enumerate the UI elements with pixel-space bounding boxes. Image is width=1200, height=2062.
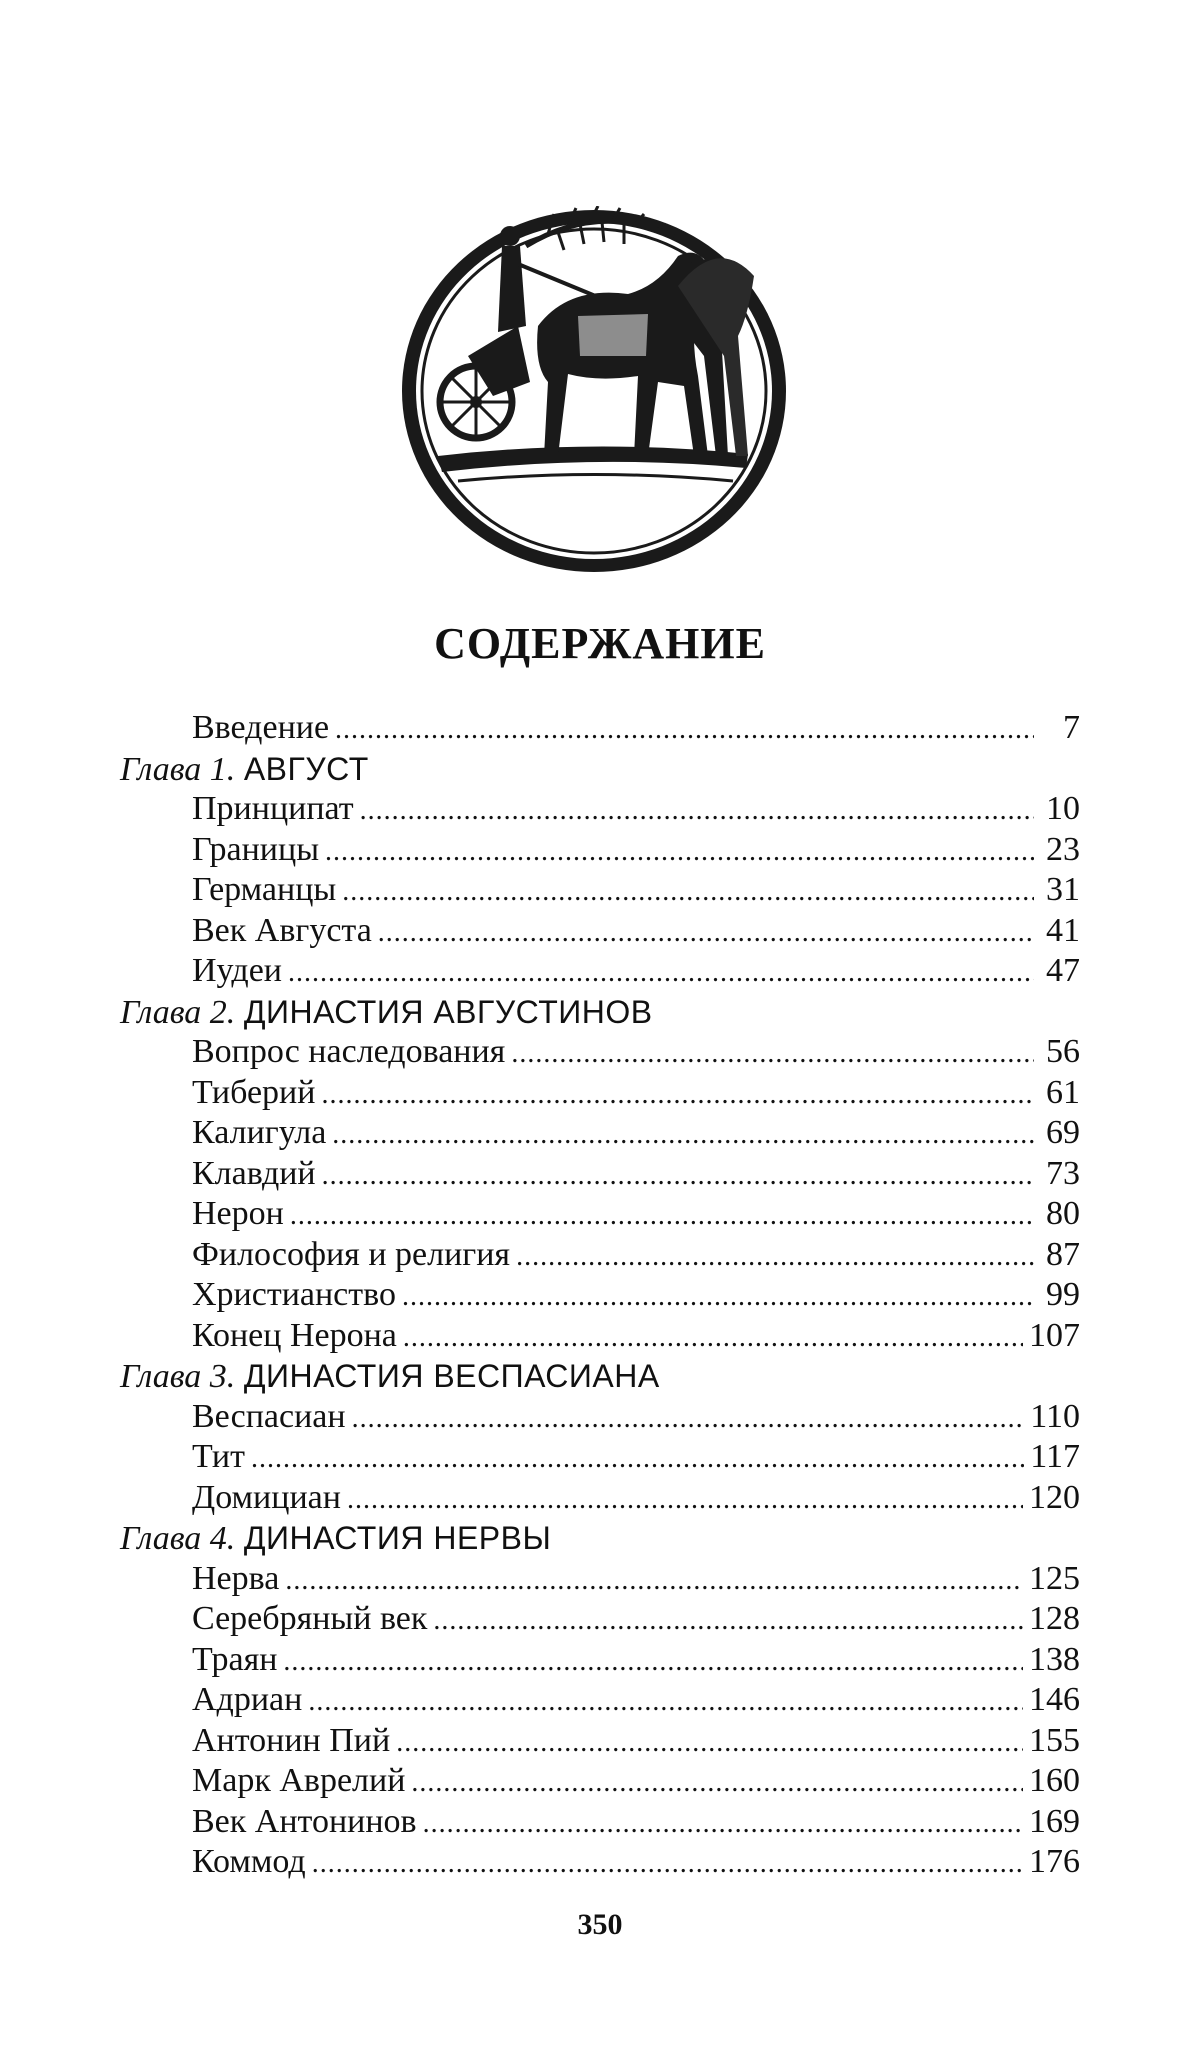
toc-entry[interactable] [120, 870, 1080, 911]
toc-entry[interactable] [120, 1437, 1080, 1478]
toc-leader-dots [403, 1318, 1023, 1359]
toc-entry-page: 138 [1029, 1640, 1080, 1678]
toc-entry[interactable] [120, 1316, 1080, 1357]
toc-entry-page: 80 [1046, 1195, 1080, 1232]
toc-entry[interactable] [120, 1478, 1080, 1519]
toc-entry-page: 107 [1029, 1316, 1080, 1354]
toc-leader-dots [285, 1561, 1023, 1602]
toc-entry-page: 61 [1046, 1073, 1080, 1111]
toc-entry-page: 169 [1029, 1802, 1080, 1840]
toc-entry[interactable] [120, 1235, 1080, 1276]
chapter-label: Глава 1. [120, 750, 244, 788]
toc-entry-name: Марк Аврелий [192, 1762, 406, 1799]
chapter-heading-4[interactable] [120, 1518, 1080, 1559]
toc-leader-dots [290, 1196, 1034, 1237]
toc-leader-dots [288, 953, 1034, 994]
toc-entry-page: 10 [1046, 790, 1080, 827]
toc-entry[interactable] [120, 1640, 1080, 1681]
toc-leader-dots [321, 1075, 1034, 1116]
toc-entry-page: 47 [1046, 952, 1080, 989]
toc-entry-page: 23 [1046, 830, 1080, 868]
toc-entry-name: Адриан [192, 1681, 303, 1718]
toc-entry-name: Тиберий [192, 1073, 316, 1111]
toc-leader-dots [360, 791, 1034, 832]
toc-entry-name: Принципат [192, 790, 354, 827]
toc-entry[interactable] [120, 830, 1080, 871]
toc-entry-name: Германцы [192, 871, 337, 908]
toc-entry[interactable] [120, 789, 1080, 830]
toc-entry[interactable] [120, 1559, 1080, 1600]
toc-entry-page: 99 [1046, 1276, 1080, 1313]
toc-entry-name: Нерон [192, 1195, 284, 1232]
toc-entry-page: 160 [1029, 1762, 1080, 1799]
toc-entry-page: 31 [1046, 871, 1080, 908]
toc-leader-dots [342, 872, 1034, 913]
toc-entry-name: Век Антонинов [192, 1802, 417, 1840]
toc-entry-name: Век Августа [192, 911, 372, 949]
chapter-label: Глава 4. [120, 1520, 244, 1557]
page-number: 350 [577, 1908, 623, 1941]
toc-entry[interactable] [120, 1842, 1080, 1883]
toc-entry[interactable] [120, 951, 1080, 992]
toc-leader-dots [322, 1156, 1034, 1197]
table-of-contents [120, 708, 1080, 1883]
toc-entry-name: Введение [192, 709, 330, 746]
toc-leader-dots [312, 1844, 1023, 1885]
toc-entry-name: Серебряный век [192, 1600, 428, 1637]
toc-entry[interactable] [120, 1802, 1080, 1843]
toc-entry-page: 155 [1029, 1721, 1080, 1759]
toc-leader-dots [411, 1763, 1023, 1804]
toc-entry-name: Коммод [192, 1843, 306, 1880]
toc-entry-name: Нерва [192, 1559, 280, 1597]
toc-entry[interactable] [120, 1599, 1080, 1640]
toc-entry[interactable] [120, 1761, 1080, 1802]
toc-entry-page: 87 [1046, 1235, 1080, 1273]
toc-entry[interactable] [120, 1194, 1080, 1235]
toc-entry-page: 110 [1030, 1397, 1080, 1435]
toc-leader-dots [308, 1682, 1023, 1723]
toc-leader-dots [352, 1399, 1025, 1440]
toc-entry-name: Иудеи [192, 952, 282, 989]
toc-entry[interactable] [120, 1275, 1080, 1316]
toc-leader-dots [516, 1237, 1034, 1278]
toc-entry-page: 125 [1029, 1559, 1080, 1597]
toc-entry[interactable] [120, 1154, 1080, 1195]
toc-entry-page: 128 [1029, 1600, 1080, 1637]
toc-entry-name: Вопрос наследования [192, 1033, 506, 1070]
toc-entry[interactable] [120, 1032, 1080, 1073]
toc-entry-name: Философия и религия [192, 1235, 511, 1273]
toc-leader-dots [335, 710, 1034, 751]
toc-entry-page: 41 [1046, 911, 1080, 949]
chapter-title: ДИНАСТИЯ АВГУСТИНОВ [243, 993, 653, 1030]
chapter-heading-2[interactable] [120, 992, 1080, 1033]
toc-entry-page: 7 [1063, 709, 1080, 746]
toc-entry[interactable] [120, 1680, 1080, 1721]
toc-entry[interactable] [120, 1721, 1080, 1762]
chapter-heading-3[interactable] [120, 1356, 1080, 1397]
toc-entry-name: Границы [192, 830, 320, 868]
chapter-title: АВГУСТ [243, 750, 369, 787]
toc-leader-dots [433, 1601, 1023, 1642]
toc-leader-dots [511, 1034, 1034, 1075]
toc-entry-page: 176 [1029, 1843, 1080, 1880]
toc-leader-dots [283, 1642, 1023, 1683]
toc-leader-dots [251, 1439, 1024, 1480]
toc-leader-dots [325, 832, 1034, 873]
chapter-heading-1[interactable] [120, 749, 1080, 790]
page-title: СОДЕРЖАНИЕ [434, 619, 766, 668]
toc-leader-dots [396, 1723, 1023, 1764]
chapter-label: Глава 3. [120, 1358, 244, 1395]
toc-leader-dots [347, 1480, 1023, 1521]
toc-entry[interactable] [120, 1073, 1080, 1114]
toc-entry-page: 117 [1030, 1438, 1080, 1475]
toc-entry-name: Клавдий [192, 1154, 316, 1192]
toc-entry-name: Тит [192, 1438, 245, 1475]
toc-entry-name: Конец Нерона [192, 1316, 397, 1354]
chariot-medallion-icon [398, 206, 790, 576]
toc-leader-dots [378, 913, 1034, 954]
toc-leader-dots [332, 1115, 1034, 1156]
toc-entry-name: Калигула [192, 1114, 327, 1151]
toc-entry[interactable] [120, 1113, 1080, 1154]
chapter-title: ДИНАСТИЯ НЕРВЫ [243, 1520, 552, 1556]
toc-entry-page: 120 [1029, 1478, 1080, 1516]
chapter-label: Глава 2. [120, 993, 244, 1031]
toc-leader-dots [402, 1277, 1034, 1318]
toc-entry-name: Домициан [192, 1478, 341, 1516]
toc-entry[interactable] [120, 1397, 1080, 1438]
toc-entry-intro[interactable] [120, 708, 1080, 749]
toc-entry-name: Христианство [192, 1276, 396, 1313]
toc-entry-page: 56 [1046, 1033, 1080, 1070]
chapter-title: ДИНАСТИЯ ВЕСПАСИАНА [243, 1358, 660, 1394]
toc-leader-dots [423, 1804, 1023, 1845]
toc-entry-name: Веспасиан [192, 1397, 346, 1435]
toc-entry-name: Траян [192, 1640, 278, 1678]
toc-entry[interactable] [120, 911, 1080, 952]
toc-entry-page: 73 [1046, 1154, 1080, 1192]
toc-entry-page: 146 [1029, 1681, 1080, 1718]
toc-entry-page: 69 [1046, 1114, 1080, 1151]
toc-entry-name: Антонин Пий [192, 1721, 391, 1759]
